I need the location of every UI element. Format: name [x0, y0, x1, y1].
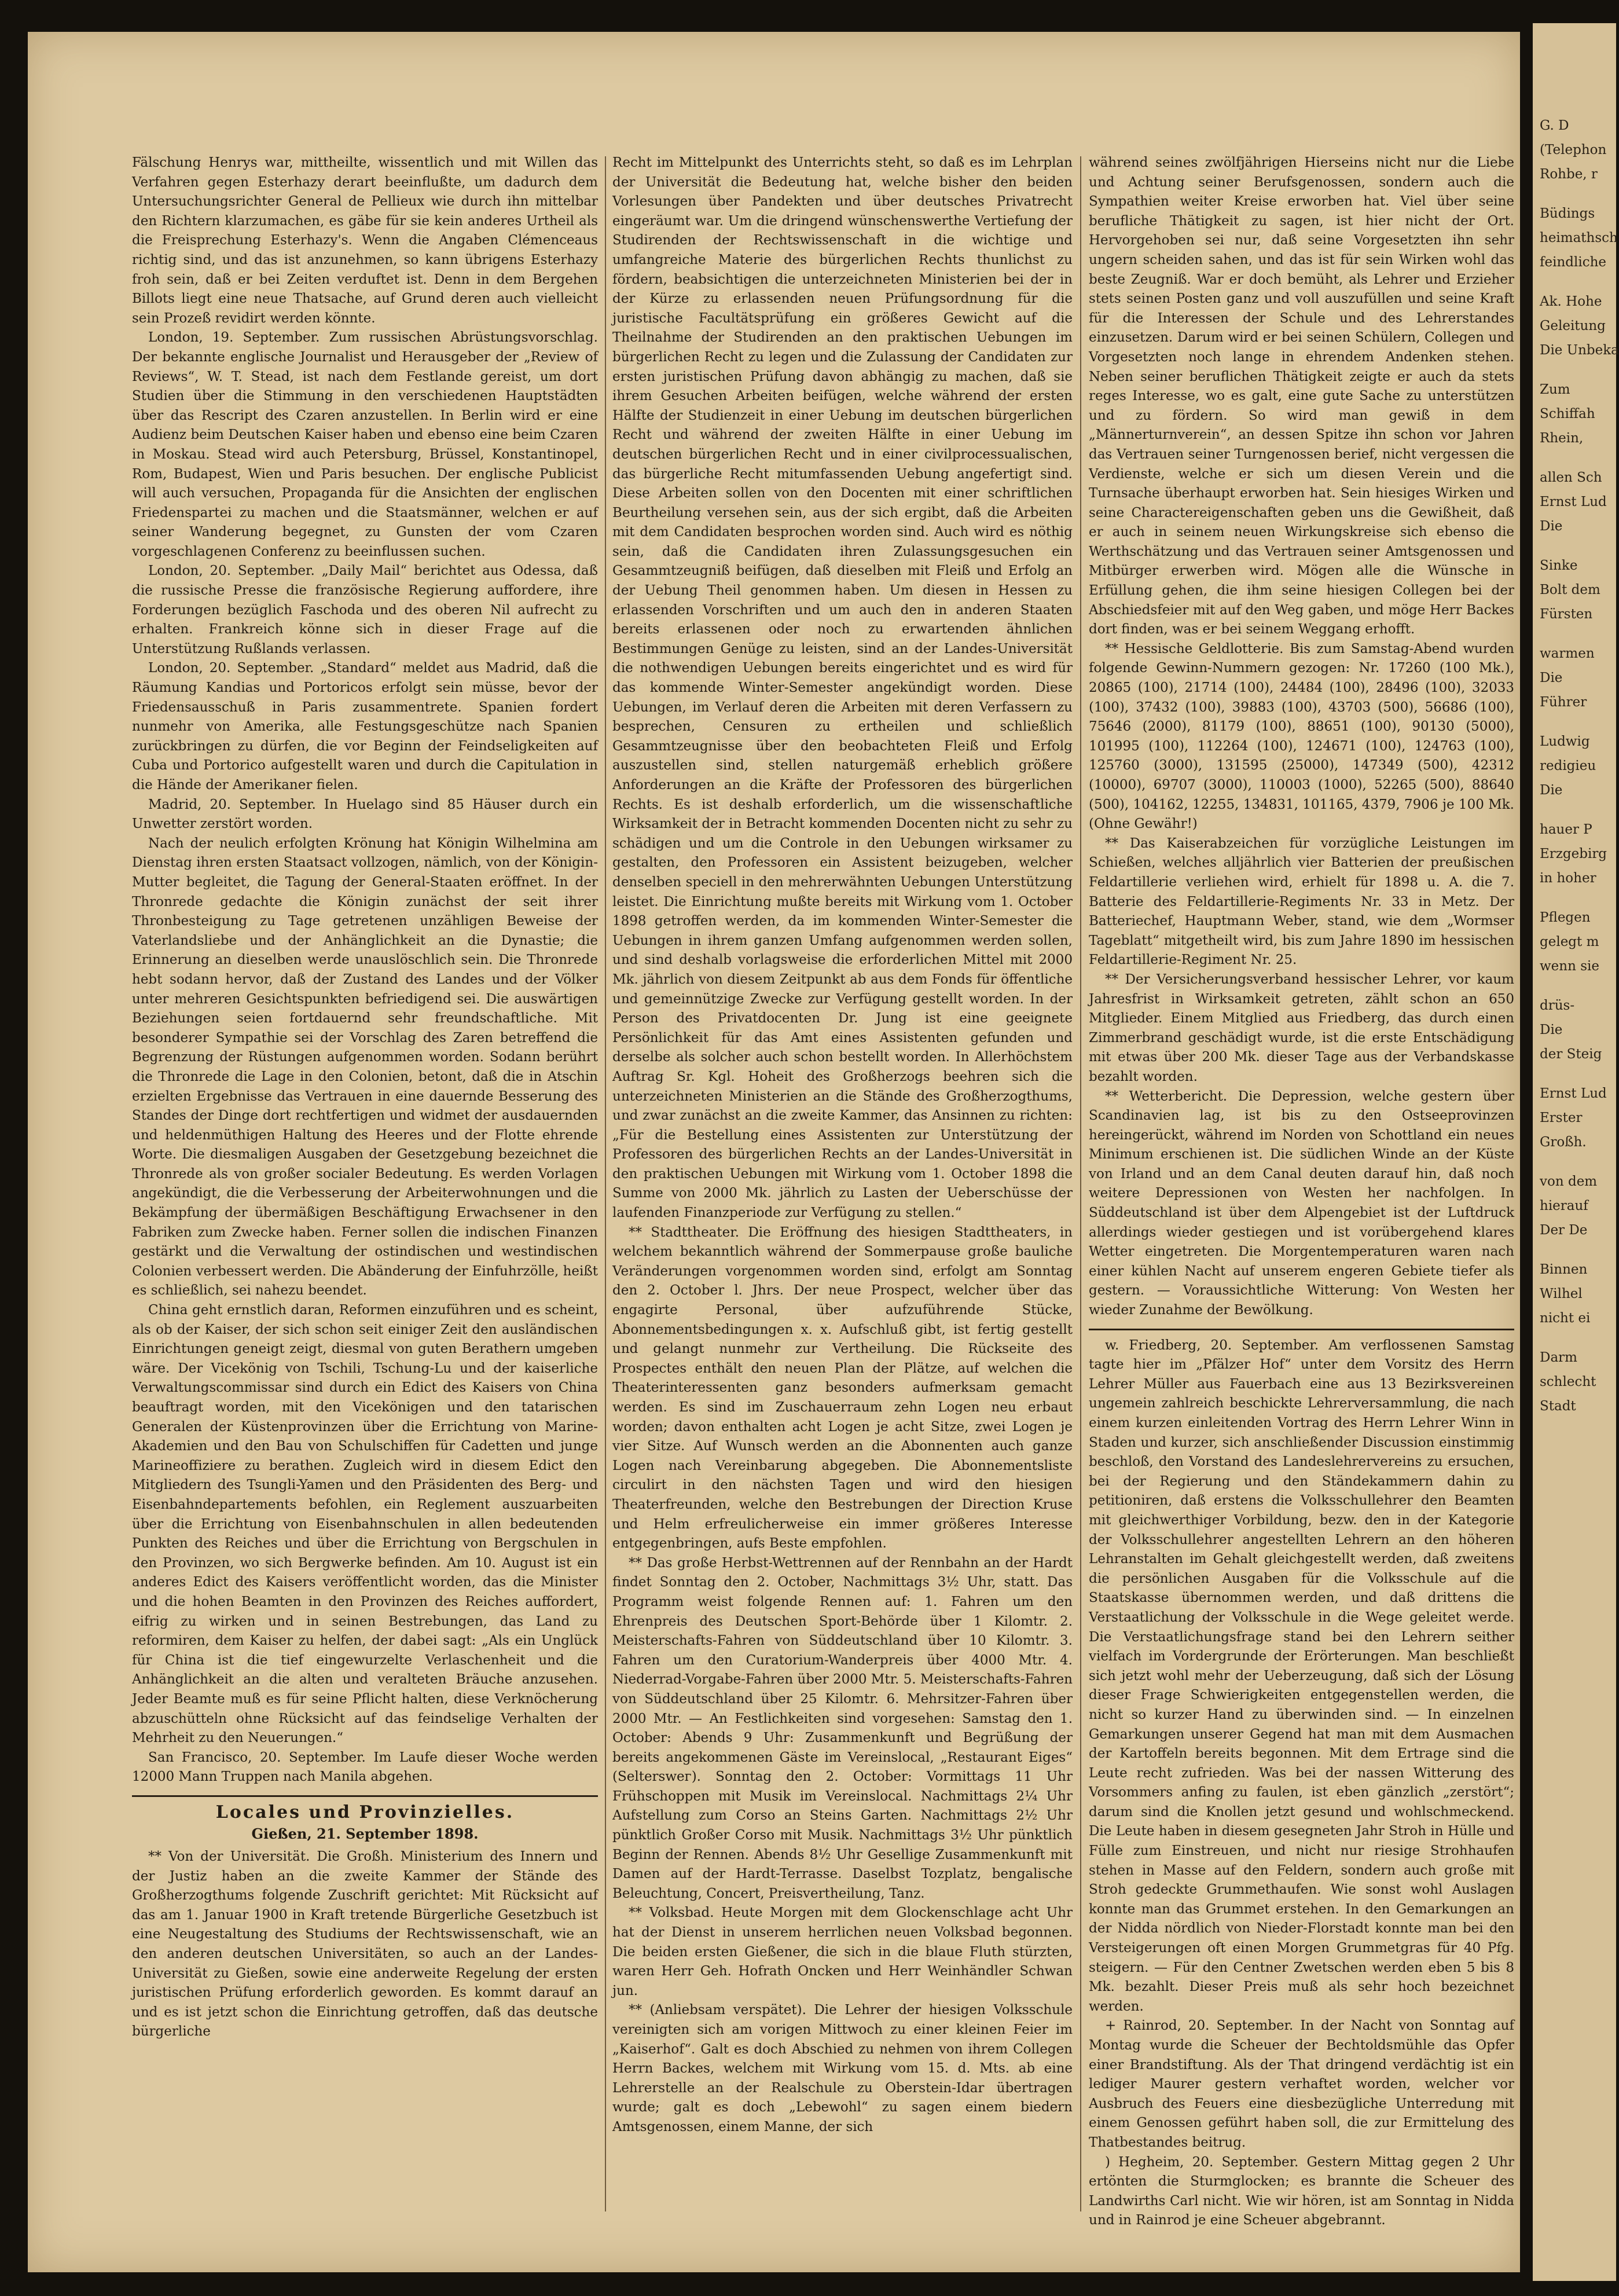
article-london-standard: London, 20. September. „Standard“ meldet aus Madrid, daß die Räumung Kandias und Portoricos erfolgt sein müsse, bevor der Friedensausschuß in Paris zusammentrete. Spanien fordert nunmehr von Amerika, alle Festungsgeschütze nach Spanien zurückbringen zu dürfen, die vor Beginn der Feindseligkeiten auf Cuba und Portorico aufgestellt waren und durch die Capitulation in die Hände der Amerikaner fielen.: [132, 661, 598, 793]
adjacent-page-fragment: Ludwig: [1540, 734, 1590, 749]
adjacent-page-fragment: (Telephon: [1540, 142, 1607, 157]
article-china-reforms: China geht ernstlich daran, Reformen einzuführen und es scheint, als ob der Kaiser, der sich schon seit einiger Zeit den ausländischen Einrichtungen geneigt zeigt, diesmal von guten Berathern umgeben wäre. Der Vicekönig von Tschili, Tschung-Lu und der kaiserliche Verwaltungscommissar sind durch ein Edict des Kaisers von China beauftragt worden, mit den Vicekönigen und den tatarischen Generalen der Küstenprovinzen über die Errichtung von Marine-Akademien und den Bau von Schulschiffen für Cadetten und junge Marineoffiziere zu berathen. Zugleich wird in diesem Edict den Mitgliedern des Tsungli-Yamen und den Präsidenten des Berg- und Eisenbahndepartements befohlen, ein Reglement auszuarbeiten über die Errichtung von Eisenbahnschulen in allen bedeutenden Punkten des Reiches und über die Errichtung von Bergschulen in den Provinzen, wo sich Bergwerke befinden. Am 10. August ist ein anderes Edict des Kaisers veröffentlicht worden, das die Minister und die hohen Beamten in den Provinzen des Reiches auffordert, eifrig zu wirken und in seinen Bestrebungen, das Land zu reformiren, dem Kaiser zu helfen, der dabei sagt: „Als ein Unglück für China ist die tief eingewurzelte Verlaschenheit und die Anhänglichkeit an die alten und veralteten Bräuche anzusehen. Jeder Beamte muß es für seine Pflicht halten, diese Verknöcherung abzuschütteln ohne Rücksicht auf das feindselige Verhalten der Mehrheit zu den Neuerungen.“: [132, 1303, 598, 1746]
article-rule: [1089, 1329, 1514, 1330]
adjacent-page-fragment: heimathsch: [1540, 230, 1618, 245]
adjacent-page-fragment: Die: [1540, 783, 1563, 798]
adjacent-page-fragment: Büdings: [1540, 206, 1595, 221]
adjacent-page-fragment: Schiffah: [1540, 406, 1595, 421]
article-herbst-wettrennen: ** Das große Herbst-Wettrennen auf der Rennbahn an der Hardt findet Sonntag den 2. October, Nachmittags 3½ Uhr, statt. Das Programm weist folgende Rennen auf: 1. Fahren um den Ehrenpreis des Deutschen Sport-Behörde über 1 Kilomtr. 2. Meisterschafts-Fahren von Süddeutschland über 10 Kilomtr. 3. Fahren um den Curatorium-Wanderpreis über 4000 Mtr. 4. Niederrad-Vorgabe-Fahren über 2000 Mtr. 5. Meisterschafts-Fahren von Süddeutschland über 25 Kilomtr. 6. Mehrsitzer-Fahren über 2000 Mtr. — An Festlichkeiten sind vorgesehen: Samstag den 1. October: Abends 9 Uhr: Zusammenkunft und Begrüßung der bereits angekommenen Gäste im Vereinslocal, „Restaurant Eiges“ (Selterswег). Sonntag den 2. October: Vormittags 11 Uhr Frühschoppen mit Musik im Vereinslocal. Nachmittags 2¼ Uhr Aufstellung zum Corso an Steins Garten. Nachmittags 2½ Uhr pünktlich Großer Corso mit Musik. Nachmittags 3½ Uhr pünktlich Beginn der Rennen. Abends 8½ Uhr Gesellige Zusammenkunft mit Damen auf der Hardt-Terrasse. Daselbst Tozplatz, bengalische Beleuchtung, Concert, Preisvertheilung, Tanz.: [612, 1555, 1073, 1901]
article-teacher-farewell: ** (Anliebsam verspätet). Die Lehrer der hiesigen Volksschule vereinigten sich am vorigen Mittwoch zu einer kleinen Feier im „Kaiserhof“. Galt es doch Abschied zu nehmen von ihrem Collegen Herrn Backes, welchem mit Wirkung vom 15. d. Mts. ab eine Lehrerstelle an der Realschule zu Oberstein-Idar übertragen wurde; galt es doch „Lebewohl“ zu sagen einem biedern Amtsgenossen, einem Manne, der sich: [612, 2002, 1073, 2134]
adjacent-page-fragment: von dem: [1540, 1174, 1598, 1189]
article-stadttheater: ** Stadttheater. Die Eröffnung des hiesigen Stadttheaters, in welchem bekanntlich während der Sommerpause große bauliche Veränderungen vorgenommen worden sind, erfolgt am Sonntag den 2. October l. Jhrs. Der neue Prospect, welcher über das engagirte Personal, über aufzuführende Stücke, Abonnementsbedingungen x. x. Aufschluß gibt, ist fertig gestellt und gelangt nunmehr zur Vertheilung. Die Rückseite des Prospectes enthält den neuen Plan der Plätze, auf welchen die Theaterinteressenten ganz besonders aufmerksam gemacht werden. Es sind im Zuschauerraum zehn Logen neu erbaut worden; davon enthalten acht Logen je acht Sitze, zwei Logen je vier Sitze. Auf Wunsch werden an die Abonnenten auch ganze Logen nach Vereinbarung abgegeben. Die Abonnementsliste circulirt in den nächsten Tagen und wird den hiesigen Theaterfreunden, welche den Bestrebungen der Direction Kruse und Helm erfreulicherweise ein immer größeres Interesse entgegenbringen, aufs Beste empfohlen.: [612, 1224, 1073, 1552]
adjacent-page-edge: [1533, 23, 1619, 2281]
adjacent-page-fragment: Erzgebirg: [1540, 846, 1607, 861]
article-friedberg: w. Friedberg, 20. September. Am verflossenen Samstag tagte hier im „Pfälzer Hof“ unter dem Vorsitz des Herrn Lehrer Müller aus Fauerbach eine aus 13 Bezirksvereinen ungemein zahlreich beschickte Lehrerversammlung, die nach einem kurzen einleitenden Vortrag des Herrn Lehrer Winn in Staden und kurzer, sich anschließender Discussion einstimmig beschloß, den Vorstand des Landeslehrervereins zu ersuchen, bei der Regierung und den Ständekammern dahin zu petitioniren, daß erstens die Volksschullehrer den Beamten mit gleichwerthiger Vorbildung, bezw. den in der Kategorie der Volksschullehrer angestellten Lehrern an den höheren Lehranstalten im Gehalt gleichgestellt werden, daß zweitens die persönlichen Ausgaben für die Volksschule auf die Staatskasse übernommen werden, und daß drittens die Verstaatlichung der Volksschule in die Wege geleitet werde. Die Verstaatlichungsfrage stand bei den Lehrern seither vielfach im Vordergrunde der Erörterungen. Man beschließt sich jetzt wohl mehr der Ueberzeugung, daß sich der Lösung dieser Frage Schwierigkeiten entgegenstellen werden, die nicht so kurzer Hand zu überwinden sind. — In einzelnen Gemarkungen unserer Gegend hat man mit dem Ausmachen der Kartoffeln bereits begonnen. Mit dem Ertrage sind die Leute recht zufrieden. Was bei der nassen Witterung des Vorsommers anfing zu faulen, ist eben gänzlich „zerstört“; darum sind die Knollen jetzt gesund und wohlschmeckend. Die Leute haben in diesem gesegneten Jahr Stroh in Hülle und Fülle zum Einstreuen, und nicht nur riesige Strohhaufen stehen in Masse auf den Feldern, sondern auch große mit Stroh gedeckte Grummethaufen. Wie sonst wohl Auslagen konnte man das Grummet erstehen. In den Gemarkungen an der Nidda nördlich von Nieder-Florstadt konnte man bei den Versteigerungen oft einen Morgen Grummetgras für 40 Pfg. steigern. — Für den Centner Zwetschen werden eben 5 bis 8 Mk. bezahlt. Dieser Preis muß als sehr hoch bezeichnet werden.: [1089, 1337, 1514, 2014]
article-rainrod: + Rainrod, 20. September. In der Nacht von Sonntag auf Montag wurde die Scheuer der Bechtoldsmühle das Opfer einer Brandstiftung. Als der That dringend verdächtig ist ein lediger Maurer gestern verhaftet worden, welcher vor Ausbruch des Feuers eine diesbezügliche Unterredung mit einem Genossen geführt haben soll, die zur Ermittelung des Thatbestandes beitrug.: [1089, 2018, 1514, 2150]
adjacent-page-fragment: Die: [1540, 670, 1563, 685]
adjacent-page-fragment: Zum: [1540, 382, 1570, 397]
article-university: ** Von der Universität. Die Großh. Ministerium des Innern und der Justiz haben an die zweite Kammer der Stände des Großherzogthums folgende Zuschrift gerichtet: Mit Rücksicht auf das am 1. Januar 1900 in Kraft tretende Bürgerliche Gesetzbuch ist eine Neugestaltung des Studiums der Rechtswissenschaft, wie an den anderen deutschen Universitäten, so auch an der Landes-Universität zu Gießen, sowie eine anderweite Regelung der ersten juristischen Prüfung erforderlich geworden. Es kommt darauf an und es ist jetzt schon die Einrichtung getroffen, daß das deutsche bürgerliche: [132, 1849, 598, 2040]
article-kaiserabzeichen: ** Das Kaiserabzeichen für vorzügliche Leistungen im Schießen, welches alljährlich vier Batterien der preußischen Feldartillerie verliehen wird, erhielt für 1898 u. A. die 7. Batterie des Feldartillerie-Regiments Nr. 33 in Metz. Der Batteriechef, Hauptmann Weber, stand, wie dem „Wormser Tageblatt“ mitgetheilt wird, bis zum Jahre 1890 im hessischen Feldartillerie-Regiment Nr. 25.: [1089, 835, 1514, 968]
column-divider: [605, 156, 606, 2211]
adjacent-page-fragment: Binnen: [1540, 1262, 1588, 1277]
section-title: Locales und Provinzielles.: [215, 1802, 515, 1822]
adjacent-page-fragment: der Steig: [1540, 1047, 1602, 1062]
adjacent-page-fragment: Pflegen: [1540, 910, 1591, 925]
adjacent-page-fragment: schlecht: [1540, 1374, 1596, 1389]
adjacent-page-fragment: Die: [1540, 1022, 1563, 1037]
adjacent-page-fragment: Bolt dem: [1540, 582, 1600, 597]
adjacent-page-fragment: wenn sie: [1540, 959, 1600, 974]
adjacent-page-fragment: Ernst Lud: [1540, 494, 1607, 509]
adjacent-page-fragment: Darm: [1540, 1350, 1577, 1365]
adjacent-page-fragment: Rhein,: [1540, 431, 1584, 446]
adjacent-page-fragment: Erster: [1540, 1110, 1583, 1125]
article-wilhelmina-throne-speech: Nach der neulich erfolgten Krönung hat Königin Wilhelmina am Dienstag ihren ersten Staatsact vollzogen, nämlich, von der Königin-Mutter begleitet, die Tagung der General-Staaten eröffnet. In der Thronrede gedachte die Königin zunächst der seit ihrer Thronbesteigung zu Tage getretenen unzähligen Beweise der Vaterlandsliebe und der Anhänglichkeit an die Dynastie; die Erinnerung an dieselben werde unauslöschlich sein. Die Thronrede hebt sodann hervor, daß der Zustand des Landes und der Völker unter mehreren Gesichtspunkten befriedigend sei. Die auswärtigen Beziehungen seien fortdauernd sehr freundschaftliche. Mit besonderer Sympathie sei der Vorschlag des Zaren betreffend die Begrenzung der Rüstungen aufgenommen worden. Sodann berührt die Thronrede die Lage in den Colonien, betont, daß die in Atschin erzielten Ergebnisse das Vertrauen in eine dauernde Besserung des Standes der Dinge dort rechtfertigen und widmet der ausdauernden und heldenmüthigen Haltung des Heeres und der Flotte ehrende Worte. Die diesmaligen Ausgaben der Gesetzgebung bezeichnet die Thronrede als von großer socialer Bedeutung. Es werden Vorlagen angekündigt, die die Verbesserung der Arbeiterwohnungen und die Bekämpfung der übermäßigen Beschäftigung Erwachsener in den Fabriken zum Zwecke haben. Ferner sollen die indischen Finanzen gestärkt und die Verwaltung der ostindischen und westindischen Colonien verbessert werden. Die Abänderung der Einfuhrzölle, heißt es schließlich, sei nahezu beendet.: [132, 835, 598, 1299]
adjacent-page-fragment: Die: [1540, 519, 1563, 534]
adjacent-page-fragment: Der De: [1540, 1223, 1588, 1238]
adjacent-page-fragment: Geleitung: [1540, 318, 1606, 333]
adjacent-page-fragment: Großh.: [1540, 1135, 1587, 1150]
adjacent-page-fragment: warmen: [1540, 646, 1595, 661]
adjacent-page-fragment: Wilhel: [1540, 1286, 1583, 1301]
adjacent-page-fragment: Rohbe, r: [1540, 167, 1598, 182]
article-london-daily-mail: London, 20. September. „Daily Mail“ berichtet aus Odessa, daß die russische Presse die französische Regierung auffordere, ihre Forderungen bezüglich Faschoda und des oberen Nil aufrecht zu erhalten. Frankreich könne sich in dieser Frage auf die Unterstützung Rußlands verlassen.: [132, 563, 598, 656]
section-dateline: Gießen, 21. September 1898.: [251, 1825, 479, 1843]
adjacent-page-fragment: Führer: [1540, 695, 1587, 710]
column-3: [1089, 153, 1514, 2228]
column-2: [612, 153, 1073, 2214]
adjacent-page-text: [1533, 23, 1619, 1416]
article-teacher-farewell-continued: während seines zwölfjährigen Hierseins nicht nur die Liebe und Achtung seiner Berufsgenossen, sondern auch die Sympathien weiter Kreise erworben hat. Viel über seine berufliche Thätigkeit zu sagen, ist hier nicht der Ort. Hervorgehoben sei nur, daß seine Vorgesetzten ihn sehr ungern scheiden sahen, und das ist für sein Wirken wohl das beste Zeugniß. War er doch bemüht, als Lehrer und Erzieher stets seinen Posten ganz und voll auszufüllen und seine Kraft für die Interessen der Schule und des Lehrerstandes einzusetzen. Darum wird er bei seinen Schülern, Collegen und Vorgesetzten noch lange in ehrendem Andenken stehen. Neben seiner beruflichen Thätigkeit zeigte er auch da stets reges Interesse, wo es galt, eine gute Sache zu unterstützen und zu fördern. So wird man gewiß in dem „Männerturnverein“, an dessen Spitze ihn schon vor Jahren das Vertrauen seiner Turngenossen berief, nicht vergessen die Verdienste, welche er sich um diesen Verein und die Turnsache überhaupt erworben hat. Sein hiesiges Wirken und seine Charactereigenschaften geben uns die Gewißheit, daß er auch in seinem neuen Wirkungskreise sich ebenso die Werthschätzung und das Vertrauen seiner Amtsgenossen und Mitbürger erwerben wird. Mögen alle die Wünsche in Erfüllung gehen, die ihm seine hiesigen Collegen bei der Abschiedsfeier mit auf den Weg gaben, und möge Herr Backes dort finden, was er bei seinem Weggang erhofft.: [1089, 155, 1514, 637]
column-1: [132, 153, 598, 2214]
adjacent-page-fragment: feindliche: [1540, 255, 1607, 270]
adjacent-page-fragment: Ak. Hohe: [1540, 294, 1602, 309]
article-hegheim: ) Hegheim, 20. September. Gestern Mittag gegen 2 Uhr ertönten die Sturmglocken; es brannte die Scheuer des Landwirths Carl nicht. Wie wir hören, ist am Sonntag in Nidda und in Rainrod je eine Scheuer abgebrannt.: [1089, 2154, 1514, 2228]
adjacent-page-fragment: Die Unbeka: [1540, 343, 1619, 358]
article-geldlotterie: ** Hessische Geldlotterie. Bis zum Samstag-Abend wurden folgende Gewinn-Nummern gezogen: Nr. 17260 (100 Mk.), 20865 (100), 21714 (100), 24484 (100), 28496 (100), 32033 (100), 37432 (100), 39883 (100), 43703 (500), 56686 (100), 75646 (2000), 81179 (100), 88651 (100), 90130 (5000), 101995 (100), 112264 (100), 124671 (100), 124763 (100), 125760 (3000), 131595 (25000), 147349 (500), 42312 (10000), 69707 (3000), 110003 (1000), 52265 (500), 88640 (500), 104162, 12255, 134831, 101165, 4379, 7906 je 100 Mk. (Ohne Gewähr!): [1089, 641, 1514, 832]
adjacent-page-fragment: allen Sch: [1540, 470, 1602, 485]
newspaper-page: [28, 32, 1520, 2272]
adjacent-page-fragment: G. D: [1540, 118, 1569, 133]
adjacent-page-fragment: nicht ei: [1540, 1311, 1591, 1326]
article-esterhazy: Fälschung Henrys war, mittheilte, wissentlich und mit Willen das Verfahren gegen Esterhazy derart beeinflußte, um dadurch dem Untersuchungsrichter General de Pellieux wie durch ihn mittelbar den Richtern klarzumachen, es gäbe für sie kein anderes Urtheil als die Freisprechung Esterhazy's. Wenn die Angaben Clémenceaus richtig sind, und das ist anzunehmen, so kann übrigens Esterhazy froh sein, daß er bei Zeiten verduftet ist. Denn in dem Bergehen Billots liegt eine neue Thatsache, auf Grund deren auch vielleicht sein Prozeß revidirt werden könnte.: [132, 155, 598, 326]
adjacent-page-fragment: Fürsten: [1540, 607, 1593, 622]
adjacent-page-fragment: Sinke: [1540, 558, 1578, 573]
adjacent-page-fragment: redigieu: [1540, 758, 1596, 773]
adjacent-page-fragment: in hoher: [1540, 871, 1596, 886]
adjacent-page-fragment: Stadt: [1540, 1399, 1576, 1414]
section-rule: [132, 1795, 598, 1797]
adjacent-page-fragment: drüs-: [1540, 998, 1575, 1013]
article-wetterbericht: ** Wetterbericht. Die Depression, welche gestern über Scandinavien lag, ist bis zu den Ostseeprovinzen hereingerückt, während im Norden von Schottland ein neues Minimum erschienen ist. Die südlichen Winde an der Küste von Irland und an dem Canal deuten darauf hin, daß noch weitere Depressionen von Westen her nachfolgen. In Süddeutschland ist über dem Alpengebiet ist der Luftdruck allerdings wieder gestiegen und ist vorübergehend klares Wetter eingetreten. Die Morgentemperaturen waren nach einer kühlen Nacht auf unserem engeren Gebiete tiefer als gestern. — Voraussichtliche Witterung: Von Westen her wieder Zunahme der Bewölkung.: [1089, 1088, 1514, 1318]
adjacent-page-fragment: hauer P: [1540, 822, 1592, 837]
article-london-disarmament: London, 19. September. Zum russischen Abrüstungsvorschlag. Der bekannte englische Journalist und Herausgeber der „Review of Reviews“, W. T. Stead, ist nach dem Festlande gereist, um dort Studien über die Stimmung in den verschiedenen Hauptstädten über das Rescript des Czaren anzustellen. In Berlin wird er eine Audienz beim Deutschen Kaiser haben und ebenso eine beim Czaren in Moskau. Stead wird auch Petersburg, Brüssel, Konstantinopel, Rom, Budapest, Wien und Paris besuchen. Der englische Publicist will auch versuchen, Propaganda für die Ansichten der englischen Friedenspartei zu machen und die Staatsmänner, welchen er auf seiner Wanderung begegnet, zu Gunsten der vom Czaren vorgeschlagenen Conferenz zu beeinflussen suchen.: [132, 330, 598, 559]
article-san-francisco: San Francisco, 20. September. Im Laufe dieser Woche werden 12000 Mann Truppen nach Manila abgehen.: [132, 1749, 598, 1785]
adjacent-page-fragment: Ernst Lud: [1540, 1086, 1607, 1101]
article-madrid-storm: Madrid, 20. September. In Huelago sind 85 Häuser durch ein Unwetter zerstört worden.: [132, 797, 598, 832]
article-university-continued: Recht im Mittelpunkt des Unterrichts steht, so daß es im Lehrplan der Universität die Bedeutung hat, welche bisher den beiden Vorlesungen über Pandekten und über deutsches Privatrecht eingeräumt war. Um die dringend wünschenswerthe Vertiefung der Studirenden der Rechtswissenschaft in die wichtige und umfangreiche Materie des bürgerlichen Rechts thunlichst zu fördern, beabsichtigen die unterzeichneten Ministerien bei der in der Kürze zu erlassenden neuen Prüfungsordnung für die juristische Facultätsprüfung ein größeres Gewicht auf die Theilnahme der Studirenden an den praktischen Uebungen im bürgerlichen Recht zu legen und die Zulassung der Candidaten zur ersten juristischen Prüfung davon abhängig zu machen, daß sie ihrem Gesuchen Arbeiten beifügen, welche während der ersten Hälfte der Studienzeit in einer Uebung im deutschen bürgerlichen Recht und während der zweiten Hälfte in einer Uebung im deutschen bürgerlichen Recht und in einer civilprocessualischen, das bürgerliche Recht mitumfassenden Uebung angefertigt sind. Diese Arbeiten sollen von den Docenten mit einer schriftlichen Beurtheilung versehen sein, aus der sich ergibt, daß die Arbeiten mit dem Candidaten besprochen worden sind. Auch wird es nöthig sein, daß die Candidaten ihren Zulassungsgesuchen ein Gesammtzeugniß beifügen, daß dieselben mit Fleiß und Erfolg an der Uebung Theil genommen haben. Um diesen in Hessen zu erlassenden Vorschriften und um auch den in anderen Staaten bereits erlassenen oder noch zu erwartenden ähnlichen Bestimmungen Genüge zu leisten, sind an der Landes-Universität die nothwendigen Uebungen bereits eingerichtet und es wird für das kommende Winter-Semester angekündigt worden. Diese Uebungen, im Verlauf deren die Arbeiten mit deren Verfassern zu besprechen, Censuren zu ertheilen und schließlich Gesammtzeugnisse über den beobachteten Fleiß und Erfolg auszustellen sind, stellen naturgemäß erheblich größere Anforderungen an die Kräfte der Professoren des bürgerlichen Rechts. Es ist deshalb erforderlich, um die wissenschaftliche Wirksamkeit der in Betracht kommenden Docenten nicht zu sehr zu schädigen und um die Controle in den Uebungen wirksamer zu gestalten, den Professoren ein Assistent beizugeben, welcher denselben speciell in den mehrerwähnten Uebungen Unterstützung leistet. Die Einrichtung mußte bereits mit Wirkung vom 1. October 1898 getroffen werden, da im kommenden Winter-Semester die Uebungen in ihrem ganzen Umfang aufgenommen werden sollen, und sind deshalb vorlagsweise die erforderlichen Mittel mit 2000 Mk. jährlich von diesem Zeitpunkt ab aus dem Fonds für öffentliche und gemeinnützige Zwecke zur Verfügung gestellt worden. In der Person des Privatdocenten Dr. Jung ist eine geeignete Persönlichkeit für das Amt eines Assistenten gefunden und derselbe als solcher auch schon bestellt worden. In Allerhöchstem Auftrag Sr. Kgl. Hoheit des Großherzogs beehren sich die unterzeichneten Ministerien an die Stände des Großherzogthums, und zwar zunächst an die zweite Kammer, das Ansinnen zu richten: „Für die Bestellung eines Assistenten zur Unterstützung der Professoren des bürgerlichen Rechts an der Landes-Universität in den praktischen Uebungen mit Wirkung vom 1. October 1898 die Summe von 2000 Mk. jährlich zu Lasten der Ueberschüsse der laufenden Finanzperiode zur Verfügung zu stellen.“: [612, 155, 1073, 1221]
adjacent-page-fragment: gelegt m: [1540, 934, 1599, 949]
adjacent-page-fragment: hierauf: [1540, 1198, 1588, 1213]
article-volksbad: ** Volksbad. Heute Morgen mit dem Glockenschlage acht Uhr hat der Dienst in unserem herrlichen neuen Volksbad begonnen. Die beiden ersten Gießener, die sich in die blaue Fluth stürzten, waren Herr Geh. Hofrath Oncken und Herr Weinhändler Schwan jun.: [612, 1905, 1073, 1998]
column-divider: [1080, 156, 1081, 2211]
article-versicherungsverband: ** Der Versicherungsverband hessischer Lehrer, vor kaum Jahresfrist in Wirksamkeit getreten, zählt schon an 650 Mitglieder. Einem Mitglied aus Friedberg, das durch einen Zimmerbrand geschädigt wurde, ist die erste Entschädigung mit etwas über 200 Mk. dieser Tage aus der Verbandskasse bezahlt worden.: [1089, 971, 1514, 1084]
